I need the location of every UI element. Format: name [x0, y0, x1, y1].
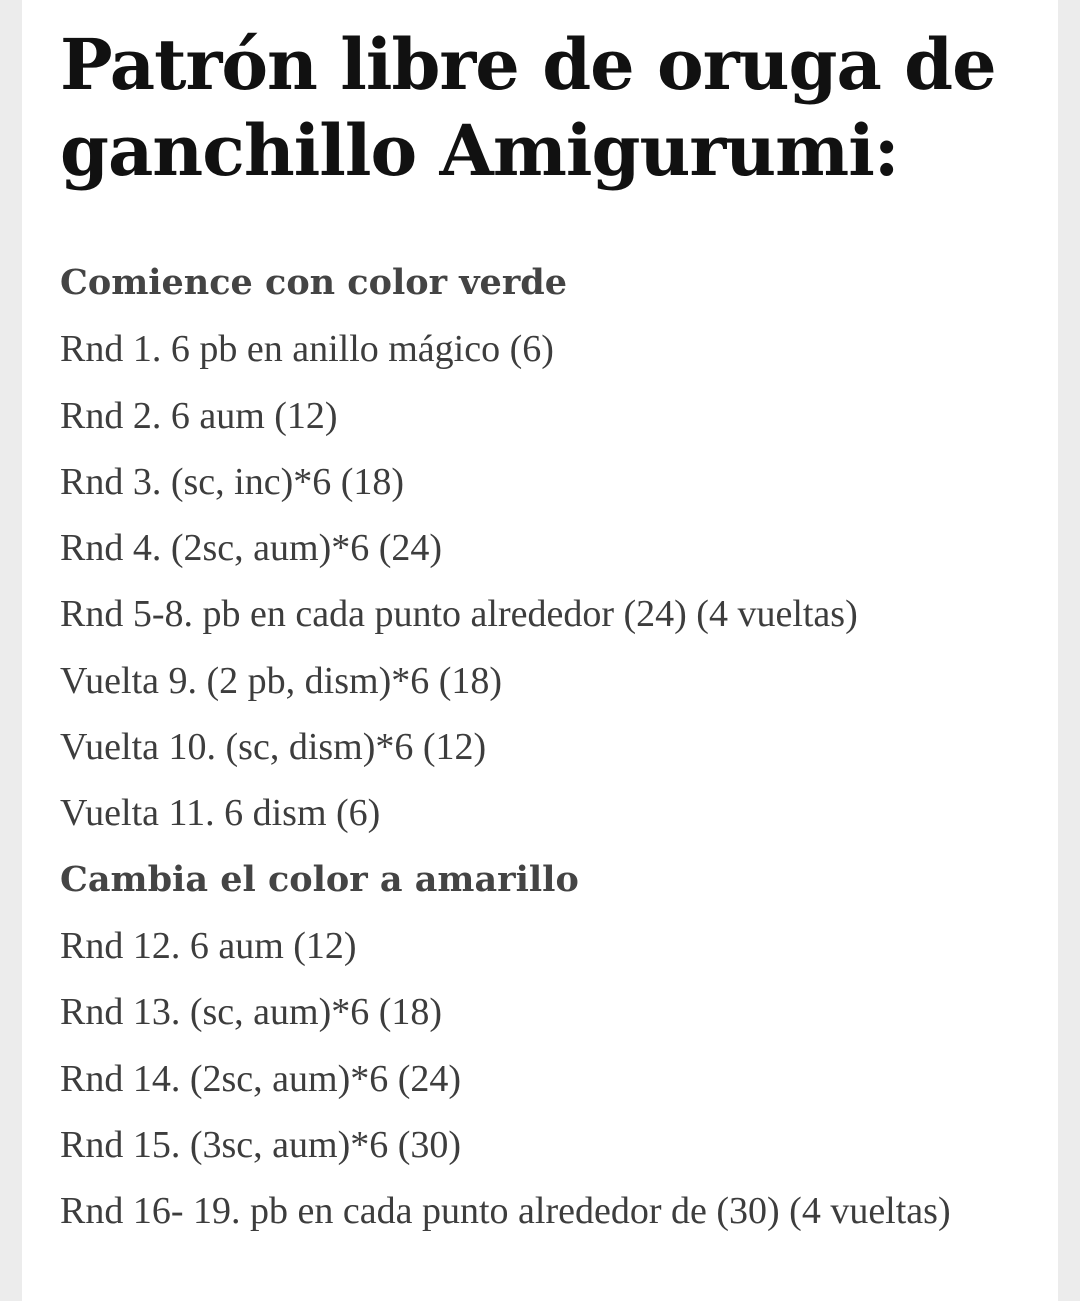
pattern-step: Vuelta 11. 6 dism (6) — [60, 792, 381, 835]
pattern-step: Rnd 15. (3sc, aum)*6 (30) — [60, 1123, 462, 1166]
pattern-step: Rnd 14. (2sc, aum)*6 (24) — [60, 1057, 462, 1100]
pattern-step: Vuelta 9. (2 pb, dism)*6 (18) — [60, 659, 503, 702]
article-page — [22, 0, 1058, 1301]
pattern-step: Rnd 2. 6 aum (12) — [60, 394, 338, 437]
pattern-step: Rnd 16- 19. pb en cada punto alrededor de (30) (4 vueltas) — [60, 1190, 951, 1233]
pattern-step: Rnd 4. (2sc, aum)*6 (24) — [60, 527, 443, 570]
section-heading: Comience con color verde — [60, 262, 568, 303]
article-title: Patrón libre de oruga de ganchillo Amigurumi: — [60, 23, 996, 192]
section-heading: Cambia el color a amarillo — [60, 858, 579, 900]
pattern-step: Rnd 3. (sc, inc)*6 (18) — [60, 460, 405, 503]
pattern-content — [60, 250, 1058, 1244]
pattern-step: Rnd 1. 6 pb en anillo mágico (6) — [60, 328, 554, 371]
pattern-step: Vuelta 10. (sc, dism)*6 (12) — [60, 726, 487, 769]
pattern-step: Rnd 5-8. pb en cada punto alrededor (24) (4 vueltas) — [60, 593, 858, 636]
pattern-step: Rnd 12. 6 aum (12) — [60, 924, 357, 967]
pattern-step: Rnd 13. (sc, aum)*6 (18) — [60, 991, 443, 1034]
